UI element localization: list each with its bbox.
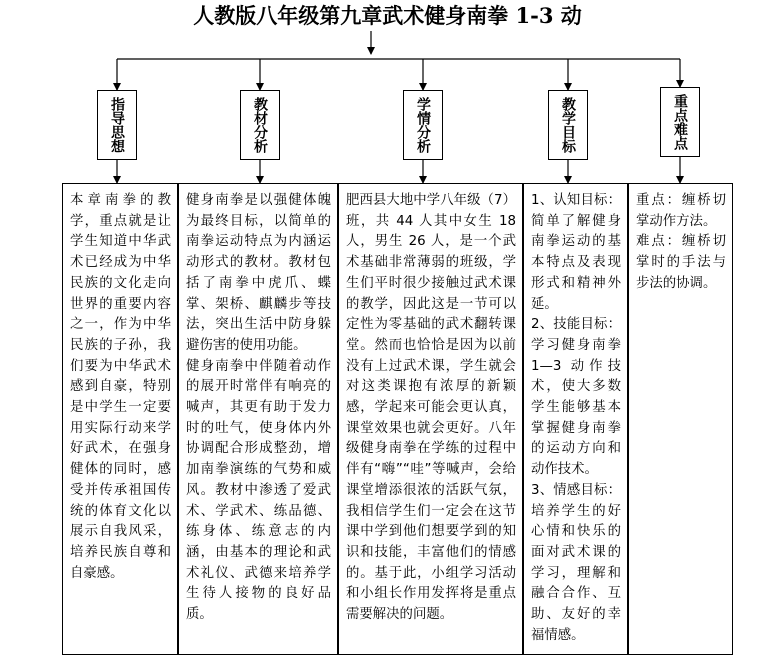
column-text: 重点：缠桥切掌动作方法。 难点：缠桥切掌时的手法与步法的协调。 — [636, 193, 726, 291]
header-box-material-analysis — [240, 90, 280, 160]
header-box-teaching-objectives — [548, 90, 588, 160]
column-text: 健身南拳是以强健体魄为最终目标，以简单的南拳运动特点为内涵运动形式的教材。教材包括了南拳中虎爪、蝶掌、架桥、麒麟步等技法，突出生活中防身躲避伤害的使用功能。 健身南拳中伴随着动作的展开时常伴有响亮的喊声，其更有助于发力时的吐气，使身体内外协调配合形成整劲，增加南拳演练的气势和威风。教材中渗透了爱武术、学武术、练品德、练身体、练意志的内涵，由基本的理论和武术礼仪、武德来培养学生待人接物的良好品质。 — [186, 193, 331, 623]
column-text: 肥西县大地中学八年级（7）班，共 44 人其中女生 18 人，男生 26 人，是一个武术基础非常薄弱的班级，学生们平时很少接触过武术课的教学，因此这是一节可以定性为零基础的武术翻转课堂。然而也恰恰是因为以前没有上过武术课，学生就会对这类课抱有浓厚的新颖感，学起来可能会更认真，课堂效果也就会更好。八年级健身南拳在学练的过程中伴有“嗨”“哇”等喊声，会给课堂增添很浓的活跃气氛，我相信学生们一定会在这节课中学到他们想要学到的知识和技能，丰富他们的情感的。基于此，小组学习活动和小组长作用发挥将是重点需要解决的问题。 — [346, 193, 516, 623]
column-student-analysis — [338, 183, 523, 655]
header-box-student-analysis — [403, 90, 443, 160]
column-text: 1、认知目标：简单了解健身南拳运动的基本特点及表现形式和精神外延。 2、技能目标：学习健身南拳 1—3 动作技术，使大多数学生能够基本掌握健身南拳的运动方向和动作技术。 3、情感目标：培养学生的好心情和快乐的面对武术课的学习，理解和融合合作、互助、友好的幸福情感。 — [531, 193, 621, 643]
header-label: 教材分析 — [252, 97, 268, 153]
header-label: 教学目标 — [560, 97, 576, 153]
header-box-guiding-ideology — [97, 90, 137, 160]
column-guiding-ideology — [62, 183, 178, 655]
column-text: 本章南拳的教学，重点就是让学生知道中华武术已经成为中华民族的文化走向世界的重要内容之一，作为中华民族的子孙，我们要为中华武术感到自豪，特别是中学生一定要用实际行动来学好武术，在强身健体的同时，感受并传承祖国传统的体育文化以展示自我风采，培养民族自尊和自豪感。 — [70, 193, 171, 581]
column-material-analysis — [178, 183, 338, 655]
column-key-points — [628, 183, 733, 655]
column-teaching-objectives — [523, 183, 628, 655]
header-label: 学情分析 — [415, 97, 431, 153]
header-box-key-points — [660, 87, 700, 157]
header-label: 指导思想 — [109, 97, 125, 153]
diagram-title: 人教版八年级第九章武术健身南拳 1-3 动 — [193, 3, 582, 28]
header-label: 重点难点 — [672, 94, 688, 150]
